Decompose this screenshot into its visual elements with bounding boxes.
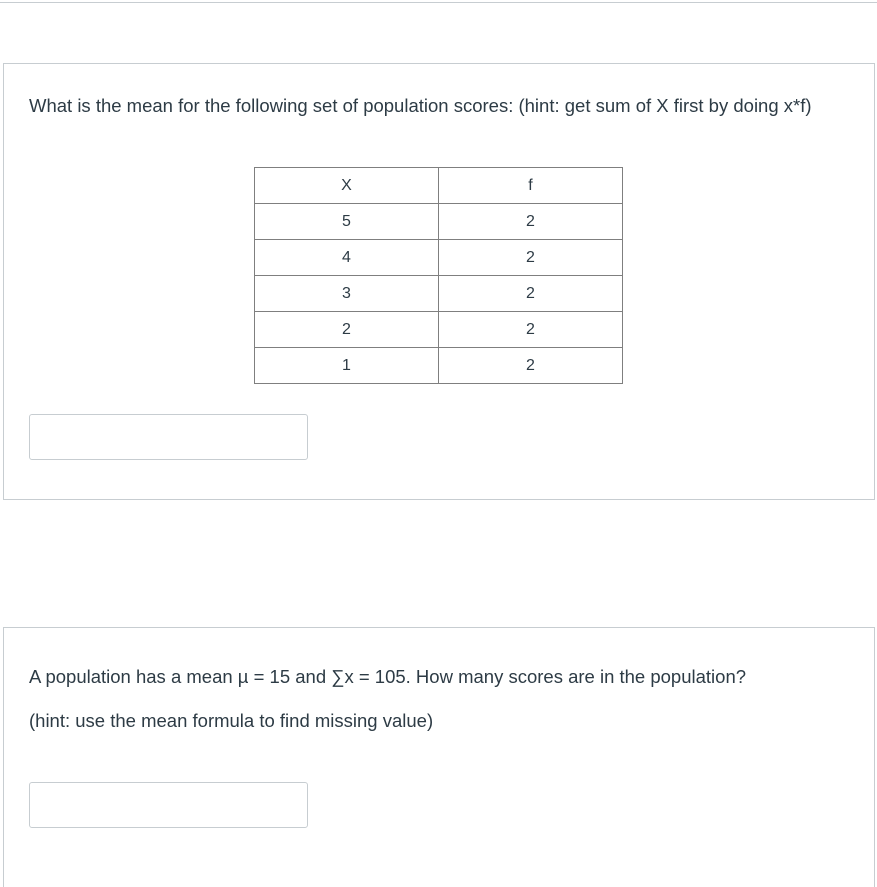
table-header-cell: X: [255, 168, 439, 204]
table-cell: 3: [255, 276, 439, 312]
table-row: [255, 348, 623, 384]
table-header-cell: f: [439, 168, 623, 204]
question-2-hint: (hint: use the mean formula to find missing value): [29, 710, 434, 731]
table-row: [255, 312, 623, 348]
table-cell: 5: [255, 204, 439, 240]
question-2-card: [3, 627, 875, 887]
question-1-answer-input[interactable]: [29, 414, 308, 460]
frequency-table: [254, 167, 623, 384]
table-cell: 4: [255, 240, 439, 276]
table-cell: 2: [439, 276, 623, 312]
table-row: [255, 276, 623, 312]
question-2-text: A population has a mean µ = 15 and ∑x = 105. How many scores are in the population?: [29, 666, 747, 687]
table-cell: 2: [439, 312, 623, 348]
table-cell: 2: [439, 348, 623, 384]
table-row: [255, 240, 623, 276]
table-cell: 2: [439, 240, 623, 276]
question-1-card: [3, 63, 875, 500]
question-1-text: What is the mean for the following set of population scores: (hint: get sum of X first by doing x*f): [29, 95, 812, 116]
table-cell: 2: [439, 204, 623, 240]
top-divider: [0, 0, 877, 3]
question-2-answer-input[interactable]: [29, 782, 308, 828]
table-header-row: [255, 168, 623, 204]
table-cell: 1: [255, 348, 439, 384]
table-row: [255, 204, 623, 240]
table-cell: 2: [255, 312, 439, 348]
